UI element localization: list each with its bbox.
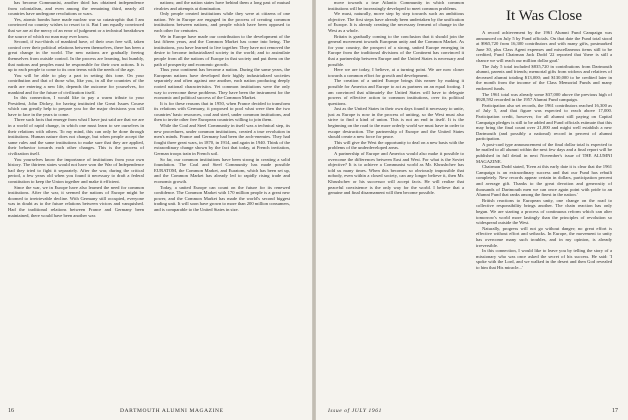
article-heading: It Was Close — [505, 8, 582, 24]
paragraph: Chairman Dodd stated, 'Even at this early date it is clear that the 1961 Campaign is an extraordinary success and that our Fund has rebuilt completely. New records appear certain in dollars, participation percent and average gift. Thanks to the great devotion and generosity of thousands of Dartmouth men we can once again point with pride to an Alumni Fund that ranks among the finest in the nation.' — [476, 164, 612, 198]
paragraph: The 1961 total was already some $37,000 above the previous high of $928,592 recorded in the 1957 Alumni Fund campaign. — [476, 91, 612, 103]
paragraph: nations; and the nation states have behind them a long past of mutual rivalries and attempts at domination. — [154, 0, 290, 11]
paragraph: A record achievement by the 1961 Alumni Fund Campaign was announced on July 5 by Fund officials. On that date the Fund total stood at $965,720 from 16,300 contributors and with many gifts, postmarked June 30, plus Class Agent expenses and miscellaneous items still to be credited, Fund Chairman Jack Dodd '22 reported that 'there is still a chance we will reach our million dollar goal.' — [476, 30, 612, 63]
paragraph: Since the war, we in Europe have also learned the need for common institutions. After the war, it seemed the nations of Europe might be doomed to irretrievable decline. With Germany still occupied, everyone was in doubt as to the future relations between victors and vanquished. Had the traditional relations between France and Germany been maintained, there would have been another war. — [8, 184, 144, 218]
paragraph: Naturally, progress will not go without danger; no great effort is effective without effort and setbacks. In Europe, the movement to unity has overcome many such troubles, and in my opinion, is already irreversible. — [476, 225, 612, 248]
paragraph: Only people created institutions while they were at citizens of one nation. We in Europe are engaged in the process of creating common institutions between nations, and people which have been opposed to each other for centuries. — [154, 11, 290, 33]
paragraph: The creation of a united Europe brings this nearer by making it possible for America and Europe to act as partners on an equal footing. I am convinced that ultimately the United States will have to delegate powers of effective action to common institutions, over its political questions. — [328, 78, 464, 106]
paragraph: This will give the West the opportunity to deal on a new basis with the problems of the underdeveloped areas. — [328, 139, 464, 151]
paragraph: The July 5 total included $835,720 in contributions from Dartmouth alumni, parents and friends; memorial gifts from widows and relatives of deceased alumni totaling $13,000; and $130,000 to be credited later in the month from the income of the Class Memorial Funds and many endowed funds. — [476, 63, 612, 91]
paragraph: We must, naturally, move step by step towards such an ambitious objective. The first steps have already been undertaken by the unification of Europe. It is already creating the necessary ferment of change in the West as a whole. — [328, 11, 464, 33]
paragraph: Thus your continent has become a nation. During the same years, the European nations have developed their highly industrialized societies separately and often against one another, each nation producing deeply rooted national characteristics. Yet common institutions were the only way to overcome these problems. They have been the instrument for the economic and political success of the Common Market. — [154, 67, 290, 101]
paragraph: A post-card type announcement of the final dollar total is expected to be mailed to all alumni within the next few days and a final report will be published in full detail in next November's issue of THE ALUMNI MAGAZINE. — [476, 141, 612, 164]
paragraph: While the Coal and Steel Community in itself was a technical step, its new procedures, under common institutions, created a true revolution in men's minds. France and Germany had been the arch-enemies. They had fought three great wars, in 1870, in 1914, and again in 1940. Think of the extraordinary change shown by the fact that today, at French invitation, German troops train in French soil. — [154, 123, 290, 157]
left-column-2 — [154, 0, 290, 404]
paragraph: So far, our common institutions have been strong in creating a solid foundation. The Coal and Steel Community has made possible EURATOM, the Common Market, and Euratom, which has been set up, and the Common Market has already led to rapidly rising trade and economic growth. — [154, 156, 290, 184]
paragraph: You will be able to play a part in setting this tone. On your contribution and that of those who, like you, in all the countries of the earth are entering a new life, depends the outcome for yourselves, for mankind and for the future of civilization itself. — [8, 72, 144, 95]
right-column-2 — [476, 0, 612, 404]
page-number-right: 17 — [612, 408, 618, 414]
paragraph: British reactions to European unity, one change on the road to collective responsibility brings another. The chain reaction has only begun. We are starting a process of continuous reform which can alter tomorrow's world more lastingly than the principles of revolution so widespread outside the West. — [476, 197, 612, 226]
right-column-1 — [328, 0, 464, 404]
page-number-left: 16 — [8, 408, 14, 414]
left-column-1 — [8, 0, 144, 404]
paragraph: Here we are today, I believe, at a turning point. We are now closer towards a common effort for growth and development. — [328, 67, 464, 78]
paragraph: In this connection, I would like to leave you by telling the story of a missionary who was once asked the secret of his success. He said: 'I spoke with the Lord, and we walked in the desert and then God revealed to him that His miracle...' — [476, 248, 612, 270]
running-head-right: Issue of JULY 1961 — [328, 408, 382, 414]
paragraph: has become Communist, another third has obtained independence from colonialism, and even among the remaining third, nearly all countries have undergone revolutions or wars. — [8, 0, 144, 17]
paragraph: Britain is gradually coming to the conclusion that it should join the general movement towards European unity and the Common Market. As for your country, the prospect of a strong, united Europe emerging in Europe from the traditional divisions of the Continent has convinced it that a partnership between Europe and the United States is necessary and possible. — [328, 33, 464, 67]
paragraph: Today, a united Europe can count on the future for its renewed confidence. The Common Market with 170 million people is a great new power, and the Common Market has made the world's second biggest trading unit. It will soon have grown to more than 200 million consumers, and is comparable to the United States in size. — [154, 184, 290, 212]
left-page — [0, 0, 312, 420]
paragraph: Three such facts that emerge from what I have just said are that we are in a world of rapid change, in which one must learn to see ourselves in their relations with others. To my mind, this can only be done through institutions. Human nature does not change, but when people accept the same rules and the same institutions to make sure that they are applied, their behavior towards each other changes. This is the process of civilization itself. — [8, 117, 144, 157]
right-page — [316, 0, 628, 420]
article-body — [476, 30, 612, 271]
paragraph: You yourselves know the importance of institutions from your own history. The thirteen states would not have won the War of Independence had they tried to fight it separately. After the war, during the critical period, a few years old when you found it necessary to draft a federal constitution to keep the Union together and make it efficient. — [8, 156, 144, 184]
paragraph: Participation also set records, the 1961 contributors reached 16,300 as of July 5, and that figure was expected to reach above 17,000. Participation credit, however, for all alumni still paying on Capital Campaign pledges is still to be added and Fund officials estimate that this may bring the final count over 21,000 and might well establish a new Dartmouth (and possibly a national) record in percent of alumni participation. — [476, 102, 612, 142]
paragraph: Second, if two-thirds of mankind have, of their own free will, taken control over their political relations between themselves, there has been a great change in the world. The new nations are gradually freeing themselves from outside control. In the process are learning, but humbly, that nations and peoples must be responsible for their own actions. It is up to each people to come to its own terms with the needs of the age. — [8, 39, 144, 73]
paragraph: Yes, atomic bombs have made nuclear war so catastrophic that I am convinced no country wishes to resort to it. But I am equally convinced that we are at the mercy of an error of judgment or a technical breakdown the source of which no man may ever know. — [8, 16, 144, 39]
paragraph: In this connection, I would like to pay a warm tribute to your President, John Dickey, for having instituted the Great Issues Course which can greatly help to prepare you for the major decisions you will have to face in the years to come. — [8, 95, 144, 117]
paragraph: A partnership of Europe and America would also make it possible to overcome the differences between East and West. For what is the Soviet objective? It is to achieve a Communist world as Mr. Khrushchev has told us many times. When this becomes so obviously impossible that nobody, even within a closed society, can any longer believe it, then Mr. Khrushchev or his successor will accept facts. He will realize that peaceful coexistence is the only way for the world. I believe that a genuine and final disarmament will then become possible. — [328, 151, 464, 196]
paragraph: Just as the United States in their own days found it necessary to unite, just as Europe is now in the process of uniting, so the West must also strive to find a kind of union. This is not an end in itself. It is the beginning on the road to the more orderly world we must have in order to escape destruction. The partnership of Europe and the United States should create a new force for peace. — [328, 106, 464, 140]
paragraph: move towards a true Atlantic Community in which common institutions will be increasingly developed to meet common problems. — [328, 0, 464, 11]
paragraph: It is for these reasons that in 1950, when France decided to transform its relations with Germany, it proposed to pool what were then the two countries' basic resources, coal and steel, under common institutions, and then to invite other free European countries willing to join them. — [154, 100, 290, 123]
paragraph: We in Europe have made our contribution to the development of the last fifteen years, and the Common Market has come into being. The institutions, you have learned to live together. They have not removed the desire to become industrialized society in the world; and to assimilate people from all the nations of Europe in that society and put them on the path of prosperity and economic growth. — [154, 33, 290, 67]
running-head-left: DARTMOUTH ALUMNI MAGAZINE — [120, 408, 224, 414]
